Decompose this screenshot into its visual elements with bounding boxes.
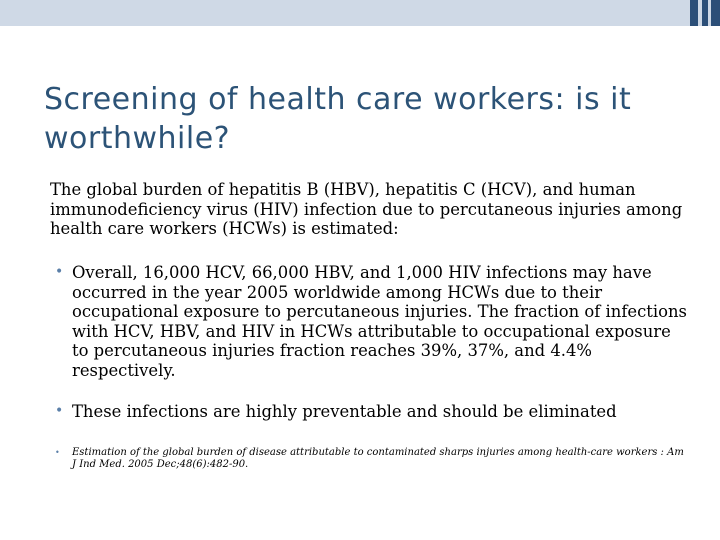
bullet-marker-icon: • <box>55 403 64 419</box>
top-bar-dark-strip-1 <box>690 0 698 26</box>
bullet-marker-icon: • <box>55 264 64 280</box>
top-bar-light-strip <box>0 0 690 26</box>
bullet-item <box>55 402 690 422</box>
bullet-text: Overall, 16,000 HCV, 66,000 HBV, and 1,000 HIV infections may have occurred in the year 2005 worldwide among HCWs due to their occupational exposure to percutaneous injuries. The fraction of infections with HCV, HBV, and HIV in HCWs attributable to occupational exposure to percutaneous injuries fraction reaches 39%, 37%, and 4.4% respectively. <box>72 263 687 380</box>
intro-paragraph: The global burden of hepatitis B (HBV), hepatitis C (HCV), and human immunodeficiency virus (HIV) infection due to percutaneous injuries among health care workers (HCWs) is estimated: <box>50 180 683 238</box>
reference-item <box>55 447 690 471</box>
top-decorative-bar <box>0 0 720 26</box>
bullet-marker-icon: • <box>55 448 60 457</box>
slide-title: Screening of health care workers: is it worthwhile? <box>44 82 632 156</box>
bullet-item <box>55 263 690 380</box>
reference-text: Estimation of the global burden of disease attributable to contaminated sharps injuries among health-care workers : Am J Ind Med. 2005 Dec;48(6):482-90. <box>72 447 684 470</box>
top-bar-dark-strip-3 <box>711 0 720 26</box>
bullet-text: These infections are highly preventable and should be eliminated <box>72 402 617 421</box>
